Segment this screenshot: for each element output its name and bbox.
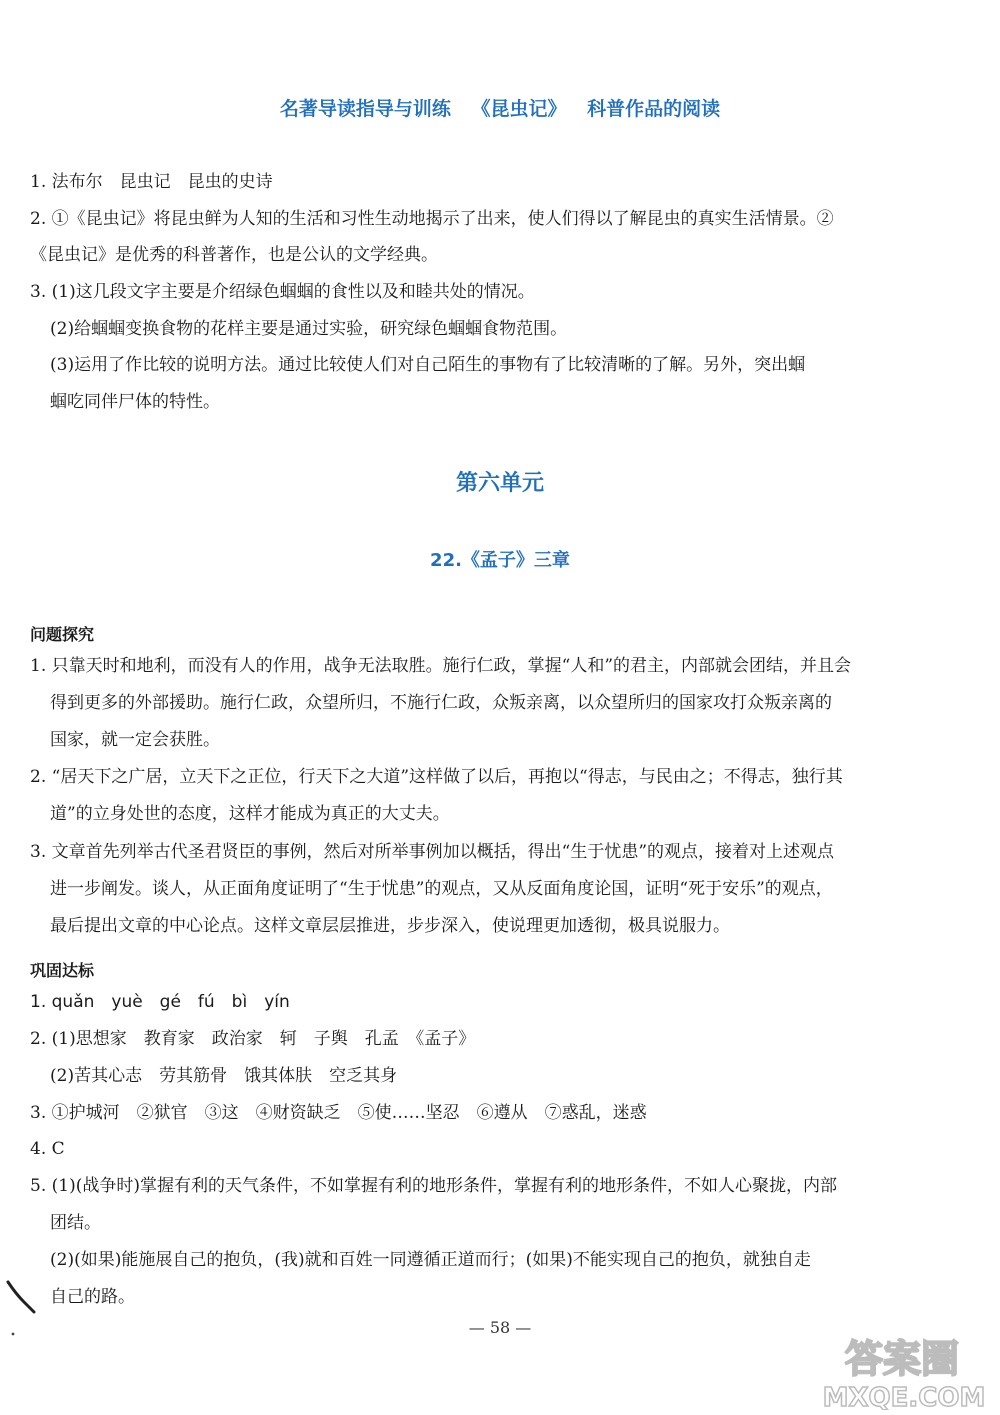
page-number: — 58 — [468, 1318, 532, 1337]
section-title-book: 《昆虫记》 [471, 98, 567, 120]
answer-line: (3)运用了作比较的说明方法。通过比较使人们对自己陌生的事物有了比较清晰的了解。另外，突出蝈 [50, 355, 806, 375]
answer-line: 2. “居天下之广居，立天下之正位，行天下之大道”这样做了以后，再抱以“得志，与民由之；不得志，独行其 [30, 767, 843, 787]
subsection-heading: 巩固达标 [30, 961, 95, 980]
answer-line: 1. quǎn yuè gé fú bì yín [30, 992, 290, 1012]
section-title-suffix: 科普作品的阅读 [587, 98, 721, 120]
watermark-logo [812, 1328, 992, 1410]
answer-line: 蝈吃同伴尸体的特性。 [50, 392, 220, 412]
unit-title: 第六单元 [455, 471, 544, 496]
chapter-title: 22.《孟子》三章 [430, 550, 570, 571]
answer-line: (2)苦其心志 劳其筋骨 饿其体肤 空乏其身 [50, 1066, 398, 1086]
answer-line: 得到更多的外部援助。施行仁政，众望所归，不施行仁政，众叛亲离，以众望所归的国家攻打众叛亲离的 [50, 693, 832, 713]
answer-line: 团结。 [50, 1213, 101, 1233]
answer-line: 2. (1)思想家 教育家 政治家 轲 子舆 孔孟 《孟子》 [30, 1029, 476, 1049]
answer-line: 1. 法布尔 昆虫记 昆虫的史诗 [30, 172, 273, 192]
subsection-heading: 问题探究 [30, 625, 95, 644]
answer-line: 3. 文章首先列举古代圣君贤臣的事例，然后对所举事例加以概括，得出“生于忧患”的观点，接着对上述观点 [30, 842, 835, 862]
answer-line: 3. (1)这几段文字主要是介绍绿色蝈蝈的食性以及和睦共处的情况。 [30, 282, 535, 302]
watermark-url: MXQE.COM [822, 1383, 986, 1410]
answer-line: 1. 只靠天时和地利，而没有人的作用，战争无法取胜。施行仁政，掌握“人和”的君主，内部就会团结，并且会 [30, 656, 852, 676]
answer-line: 5. (1)(战争时)掌握有利的天气条件，不如掌握有利的地形条件，掌握有利的地形条件，不如人心聚拢，内部 [30, 1176, 837, 1196]
answer-line: 自己的路。 [50, 1287, 135, 1307]
watermark-text: 答案圈 [844, 1337, 960, 1381]
answer-line: 《昆虫记》是优秀的科普著作，也是公认的文学经典。 [30, 245, 438, 265]
answer-line: (2)(如果)能施展自己的抱负，(我)就和百姓一同遵循正道而行；(如果)不能实现自己的抱负，就独自走 [50, 1250, 811, 1270]
section-title [0, 94, 1000, 121]
answer-line: (2)给蝈蝈变换食物的花样主要是通过实验，研究绿色蝈蝈食物范围。 [50, 319, 568, 339]
section-title-prefix: 名著导读指导与训练 [279, 98, 451, 120]
answer-line: 道”的立身处世的态度，这样才能成为真正的大丈夫。 [50, 804, 450, 824]
watermark [812, 1328, 992, 1410]
answer-line: 2. ①《昆虫记》将昆虫鲜为人知的生活和习性生动地揭示了出来，使人们得以了解昆虫的真实生活情景。② [30, 209, 834, 229]
answer-line: 进一步阐发。谈人，从正面角度证明了“生于忧患”的观点，又从反面角度论国，证明“死于安乐”的观点， [50, 879, 833, 899]
answer-line: 4. C [30, 1139, 65, 1159]
pen-stroke-mark [4, 1276, 44, 1336]
answer-line: 3. ①护城河 ②狱官 ③这 ④财资缺乏 ⑤使……坚忍 ⑥遵从 ⑦惑乱，迷惑 [30, 1103, 647, 1123]
answer-line: 国家，就一定会获胜。 [50, 730, 220, 750]
answer-line: 最后提出文章的中心论点。这样文章层层推进，步步深入，使说理更加透彻，极具说服力。 [50, 916, 730, 936]
